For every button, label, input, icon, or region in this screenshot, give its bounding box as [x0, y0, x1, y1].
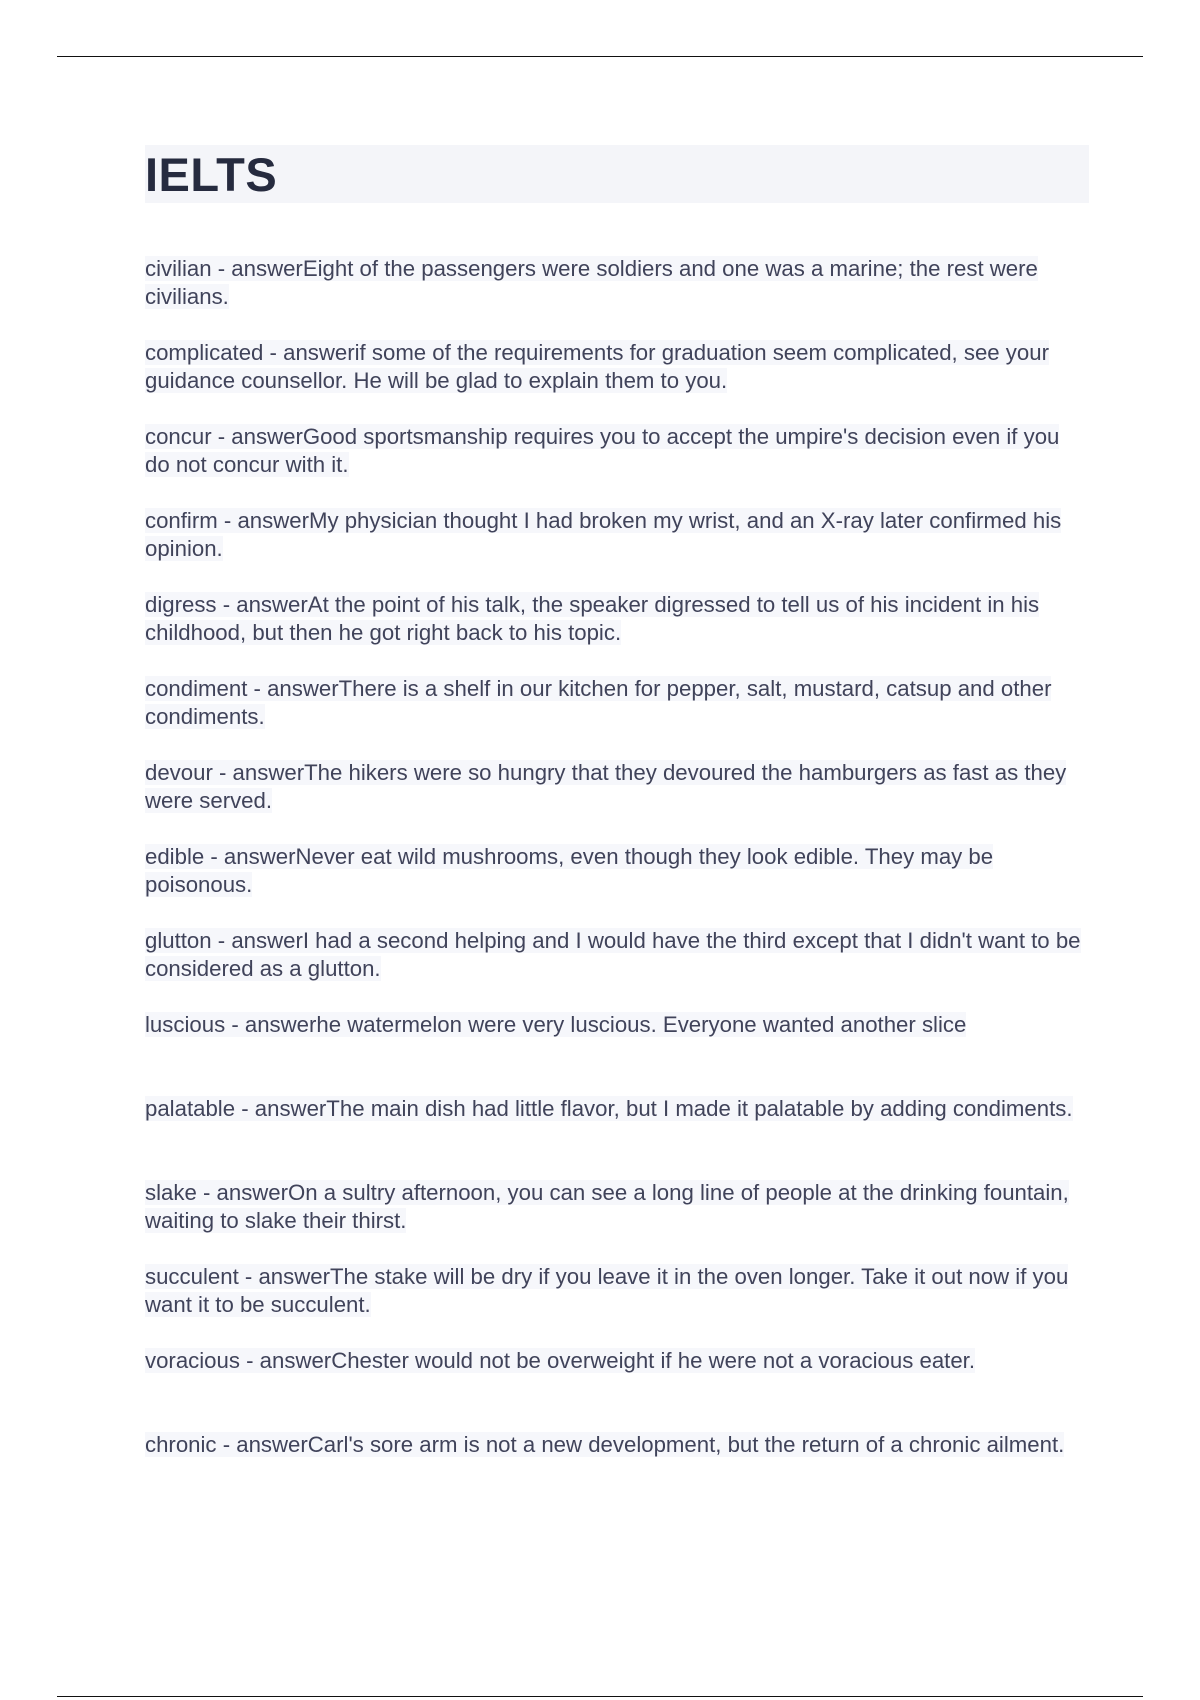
entry-text: palatable - answerThe main dish had little flavor, but I made it palatable by adding condiments.: [145, 1096, 1073, 1121]
entry-text: chronic - answerCarl's sore arm is not a new development, but the return of a chronic ailment.: [145, 1432, 1065, 1457]
entry-text: civilian - answerEight of the passengers were soldiers and one was a marine; the rest were civilians.: [145, 256, 1038, 309]
list-item: [145, 339, 1089, 423]
page-title: IELTS: [145, 147, 278, 201]
vocabulary-list: [145, 255, 1089, 1515]
entry-text: luscious - answerhe watermelon were very luscious. Everyone wanted another slice: [145, 1012, 967, 1037]
entry-text: edible - answerNever eat wild mushrooms, even though they look edible. They may be poisonous.: [145, 844, 994, 897]
entry-text: condiment - answerThere is a shelf in our kitchen for pepper, salt, mustard, catsup and other condiments.: [145, 676, 1052, 729]
list-item: [145, 927, 1089, 1011]
list-item: [145, 675, 1089, 759]
entry-text: slake - answerOn a sultry afternoon, you can see a long line of people at the drinking fountain, waiting to slake their thirst.: [145, 1180, 1069, 1233]
list-item: [145, 591, 1089, 675]
list-item: [145, 1011, 1089, 1095]
entry-text: devour - answerThe hikers were so hungry that they devoured the hamburgers as fast as they were served.: [145, 760, 1067, 813]
entry-text: glutton - answerI had a second helping and I would have the third except that I didn't want to be considered as a glutton.: [145, 928, 1081, 981]
list-item: [145, 255, 1089, 339]
list-item: [145, 1095, 1089, 1179]
header-rule: [57, 56, 1143, 57]
list-item: [145, 759, 1089, 843]
list-item: [145, 843, 1089, 927]
entry-text: succulent - answerThe stake will be dry if you leave it in the oven longer. Take it out now if you want it to be succulent.: [145, 1264, 1069, 1317]
entry-text: complicated - answerif some of the requirements for graduation seem complicated, see your guidance counsellor. He will be glad to explain them to you.: [145, 340, 1049, 393]
entry-text: confirm - answerMy physician thought I had broken my wrist, and an X-ray later confirmed his opinion.: [145, 508, 1062, 561]
entry-text: digress - answerAt the point of his talk, the speaker digressed to tell us of his incident in his childhood, but then he got right back to his topic.: [145, 592, 1040, 645]
footer-rule: [57, 1696, 1143, 1697]
entry-text: voracious - answerChester would not be overweight if he were not a voracious eater.: [145, 1348, 976, 1373]
list-item: [145, 1347, 1089, 1431]
list-item: [145, 1431, 1089, 1515]
title-banner: [145, 145, 1089, 203]
list-item: [145, 507, 1089, 591]
list-item: [145, 423, 1089, 507]
list-item: [145, 1179, 1089, 1263]
entry-text: concur - answerGood sportsmanship requires you to accept the umpire's decision even if you do not concur with it.: [145, 424, 1060, 477]
list-item: [145, 1263, 1089, 1347]
